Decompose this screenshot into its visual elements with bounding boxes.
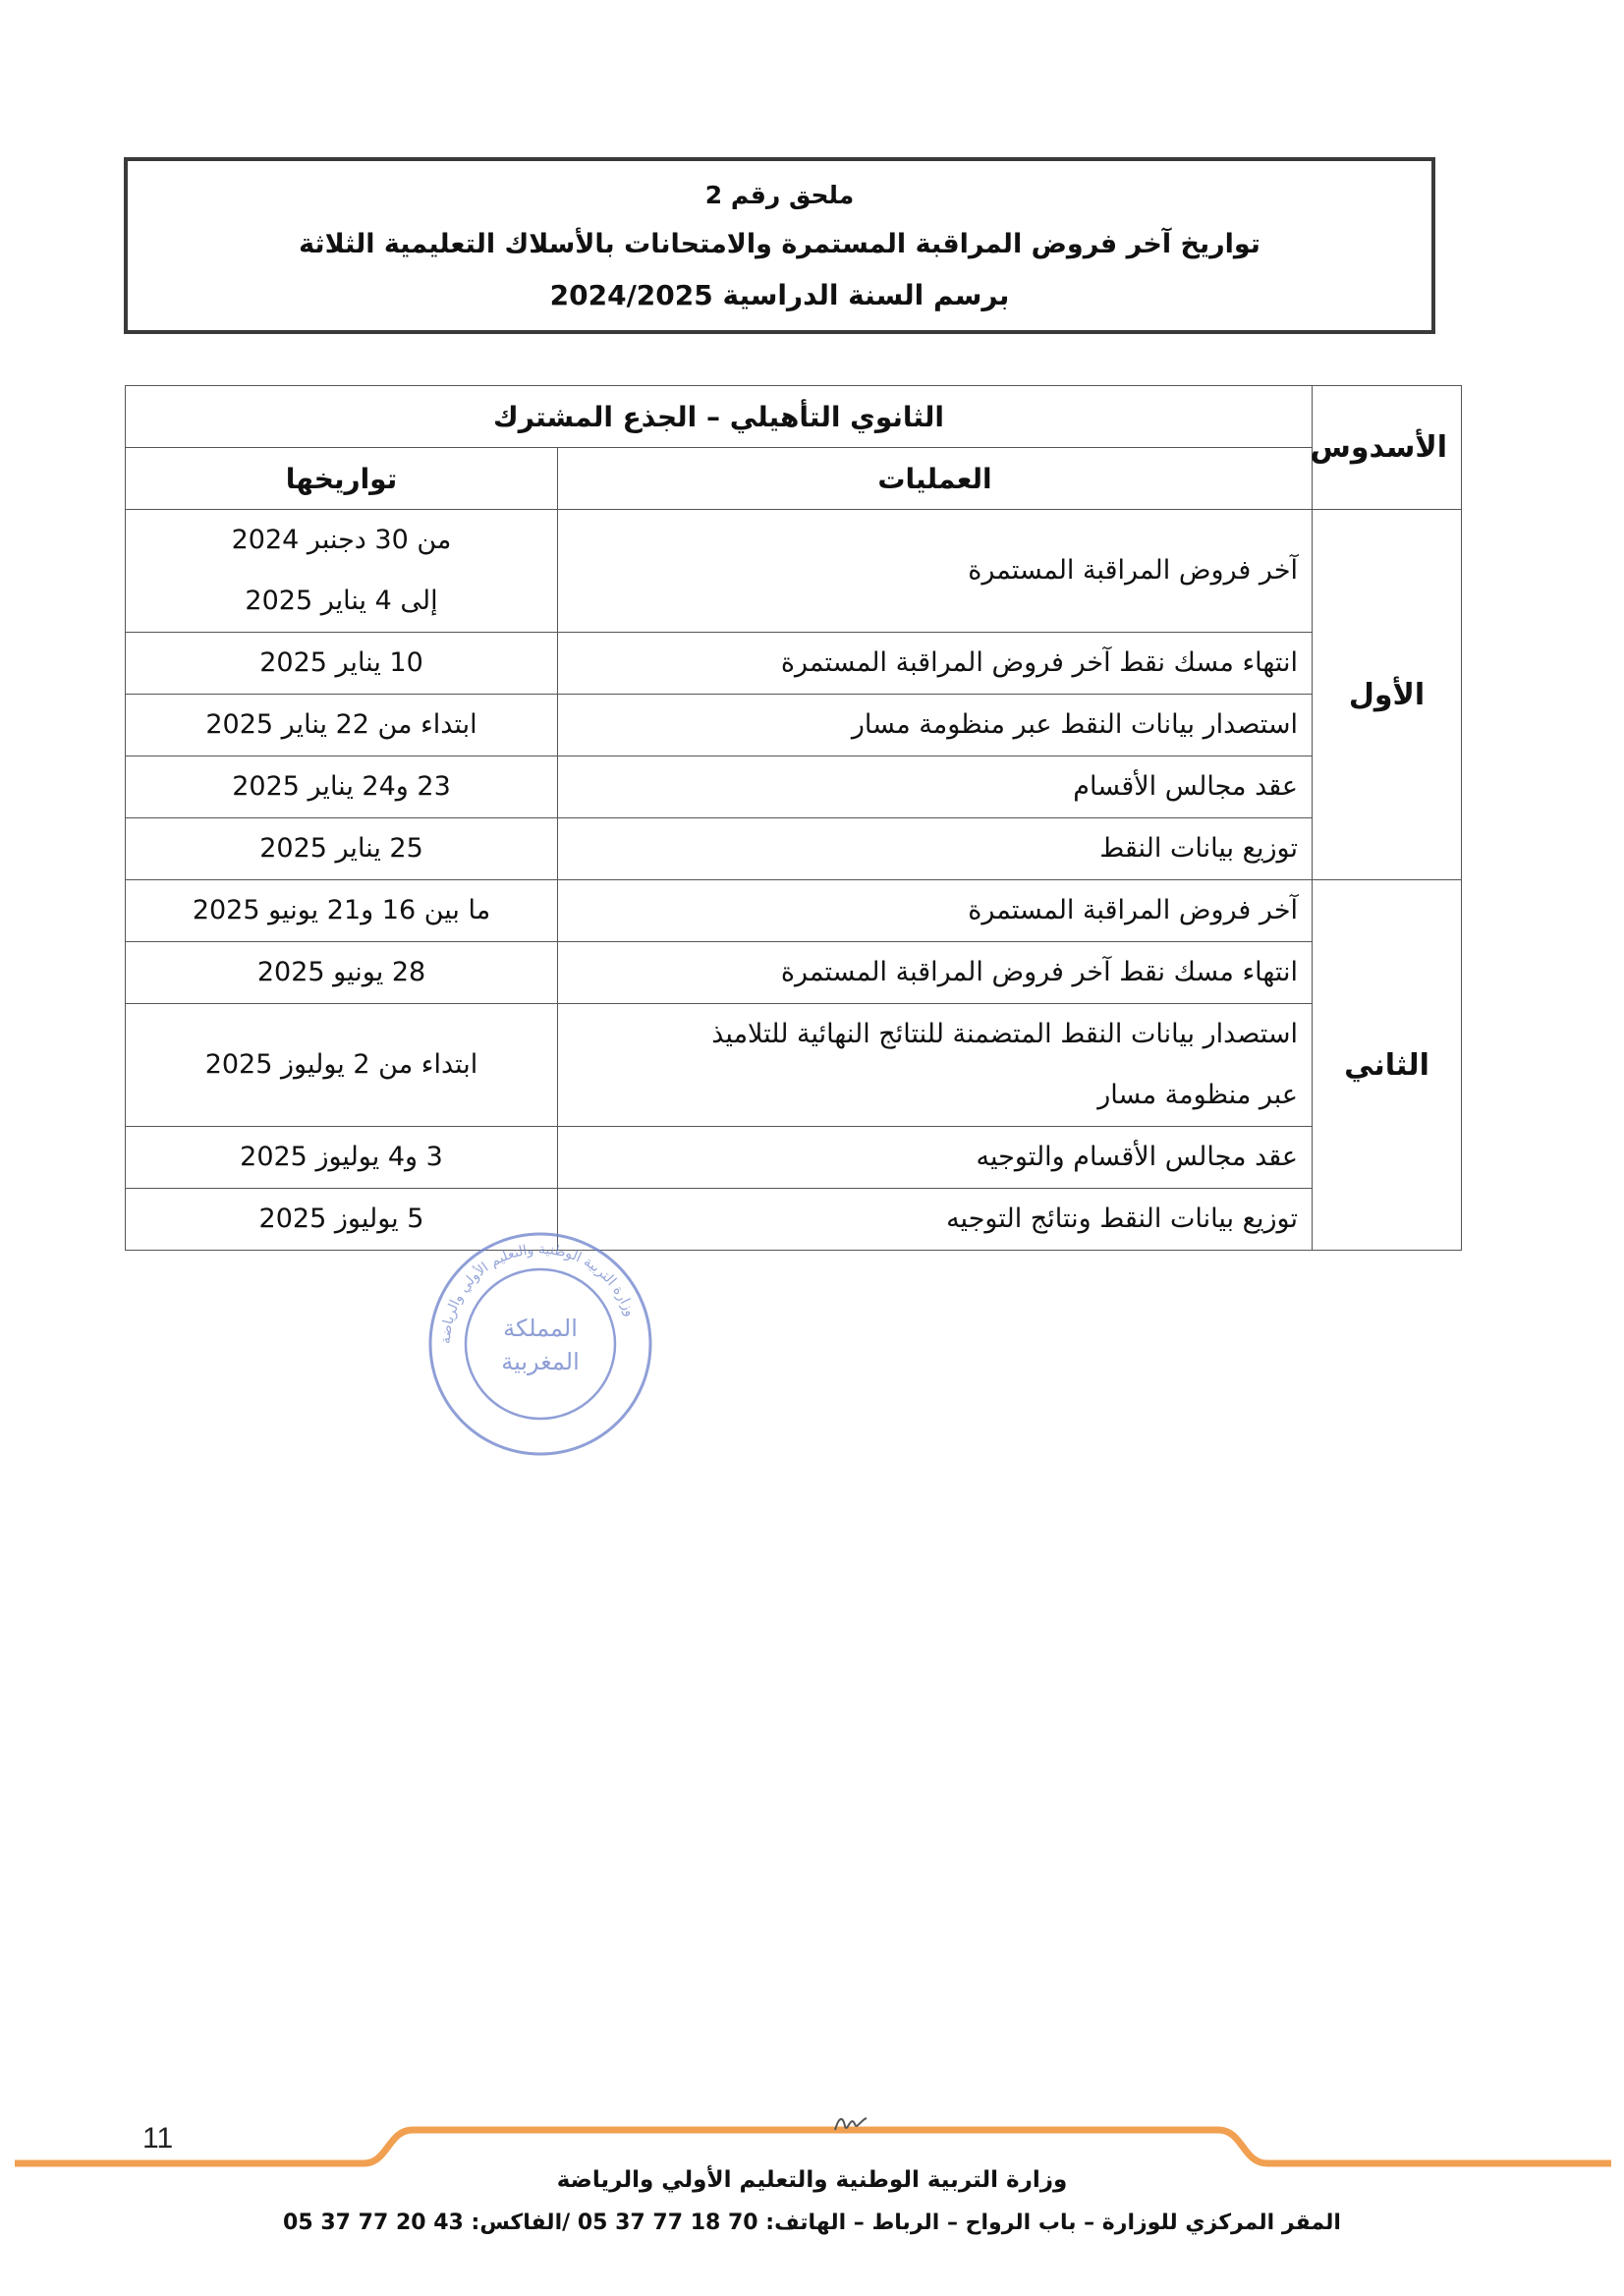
operation-cell: عقد مجالس الأقسام والتوجيه bbox=[558, 1127, 1313, 1189]
title-box bbox=[124, 157, 1435, 334]
table-row bbox=[126, 1004, 1462, 1127]
operation-cell: انتهاء مسك نقط آخر فروض المراقبة المستمرة bbox=[558, 942, 1313, 1004]
operation-cell: استصدار بيانات النقط عبر منظومة مسار bbox=[558, 695, 1313, 756]
operation-line: عبر منظومة مسار bbox=[1097, 1080, 1299, 1110]
initials-signature bbox=[831, 2110, 870, 2138]
table-row bbox=[126, 880, 1462, 942]
level-header: الثانوي التأهيلي – الجذع المشترك bbox=[126, 386, 1313, 448]
operation-cell: آخر فروض المراقبة المستمرة bbox=[558, 880, 1313, 942]
operation-cell: آخر فروض المراقبة المستمرة bbox=[558, 510, 1313, 633]
operation-line: استصدار بيانات النقط المتضمنة للنتائج النهائية للتلاميذ bbox=[711, 1019, 1299, 1049]
date-cell bbox=[126, 510, 558, 633]
date-cell: 25 يناير 2025 bbox=[126, 818, 558, 880]
operations-header: العمليات bbox=[558, 448, 1313, 510]
footer-ministry: وزارة التربية الوطنية والتعليم الأولي والرياضة bbox=[556, 2167, 1068, 2193]
document-title: تواريخ آخر فروض المراقبة المستمرة والامتحانات بالأسلاك التعليمية الثلاثة bbox=[299, 228, 1260, 259]
semester-header: الأسدوس bbox=[1313, 386, 1462, 510]
table-row bbox=[126, 756, 1462, 818]
date-cell: 5 يوليوز 2025 bbox=[126, 1189, 558, 1251]
stamp-ring-text: وزارة التربية الوطنية والتعليم الأولي والرياضة bbox=[437, 1241, 639, 1345]
table-row bbox=[126, 942, 1462, 1004]
table-row bbox=[126, 818, 1462, 880]
operation-cell bbox=[558, 1004, 1313, 1127]
stamp-center-line-2: المغربية bbox=[501, 1348, 580, 1375]
date-cell: 10 يناير 2025 bbox=[126, 633, 558, 695]
annex-label: ملحق رقم 2 bbox=[704, 180, 855, 209]
semester-1-label: الأول bbox=[1313, 510, 1462, 880]
table-row bbox=[126, 633, 1462, 695]
school-year: برسم السنة الدراسية 2024/2025 bbox=[549, 278, 1010, 311]
table-subheader-row bbox=[126, 448, 1462, 510]
semester-2-label: الثاني bbox=[1313, 880, 1462, 1251]
stamp-center-line-1: المملكة bbox=[503, 1315, 578, 1342]
table-header-row bbox=[126, 386, 1462, 448]
schedule-table bbox=[125, 385, 1462, 1251]
footer-address: المقر المركزي للوزارة – باب الرواح – الرباط – الهاتف: 70 18 77 37 05 /الفاكس: 43 20 77 37 05 bbox=[283, 2211, 1341, 2235]
date-cell: 3 و4 يوليوز 2025 bbox=[126, 1127, 558, 1189]
date-cell: 23 و24 يناير 2025 bbox=[126, 756, 558, 818]
official-stamp bbox=[422, 1226, 658, 1462]
operation-cell: توزيع بيانات النقط ونتائج التوجيه bbox=[558, 1189, 1313, 1251]
date-cell: ابتداء من 22 يناير 2025 bbox=[126, 695, 558, 756]
date-cell: ما بين 16 و21 يونيو 2025 bbox=[126, 880, 558, 942]
table-row bbox=[126, 695, 1462, 756]
date-line: إلى 4 يناير 2025 bbox=[245, 586, 438, 616]
table-row bbox=[126, 510, 1462, 633]
dates-header: تواريخها bbox=[126, 448, 558, 510]
date-line: من 30 دجنبر 2024 bbox=[231, 525, 452, 555]
operation-cell: توزيع بيانات النقط bbox=[558, 818, 1313, 880]
table-row bbox=[126, 1189, 1462, 1251]
footer-decorative-line bbox=[0, 2112, 1624, 2171]
date-cell: ابتداء من 2 يوليوز 2025 bbox=[126, 1004, 558, 1127]
operation-cell: عقد مجالس الأقسام bbox=[558, 756, 1313, 818]
operation-cell: انتهاء مسك نقط آخر فروض المراقبة المستمرة bbox=[558, 633, 1313, 695]
date-cell: 28 يونيو 2025 bbox=[126, 942, 558, 1004]
page-number: 11 bbox=[142, 2122, 174, 2155]
table-row bbox=[126, 1127, 1462, 1189]
